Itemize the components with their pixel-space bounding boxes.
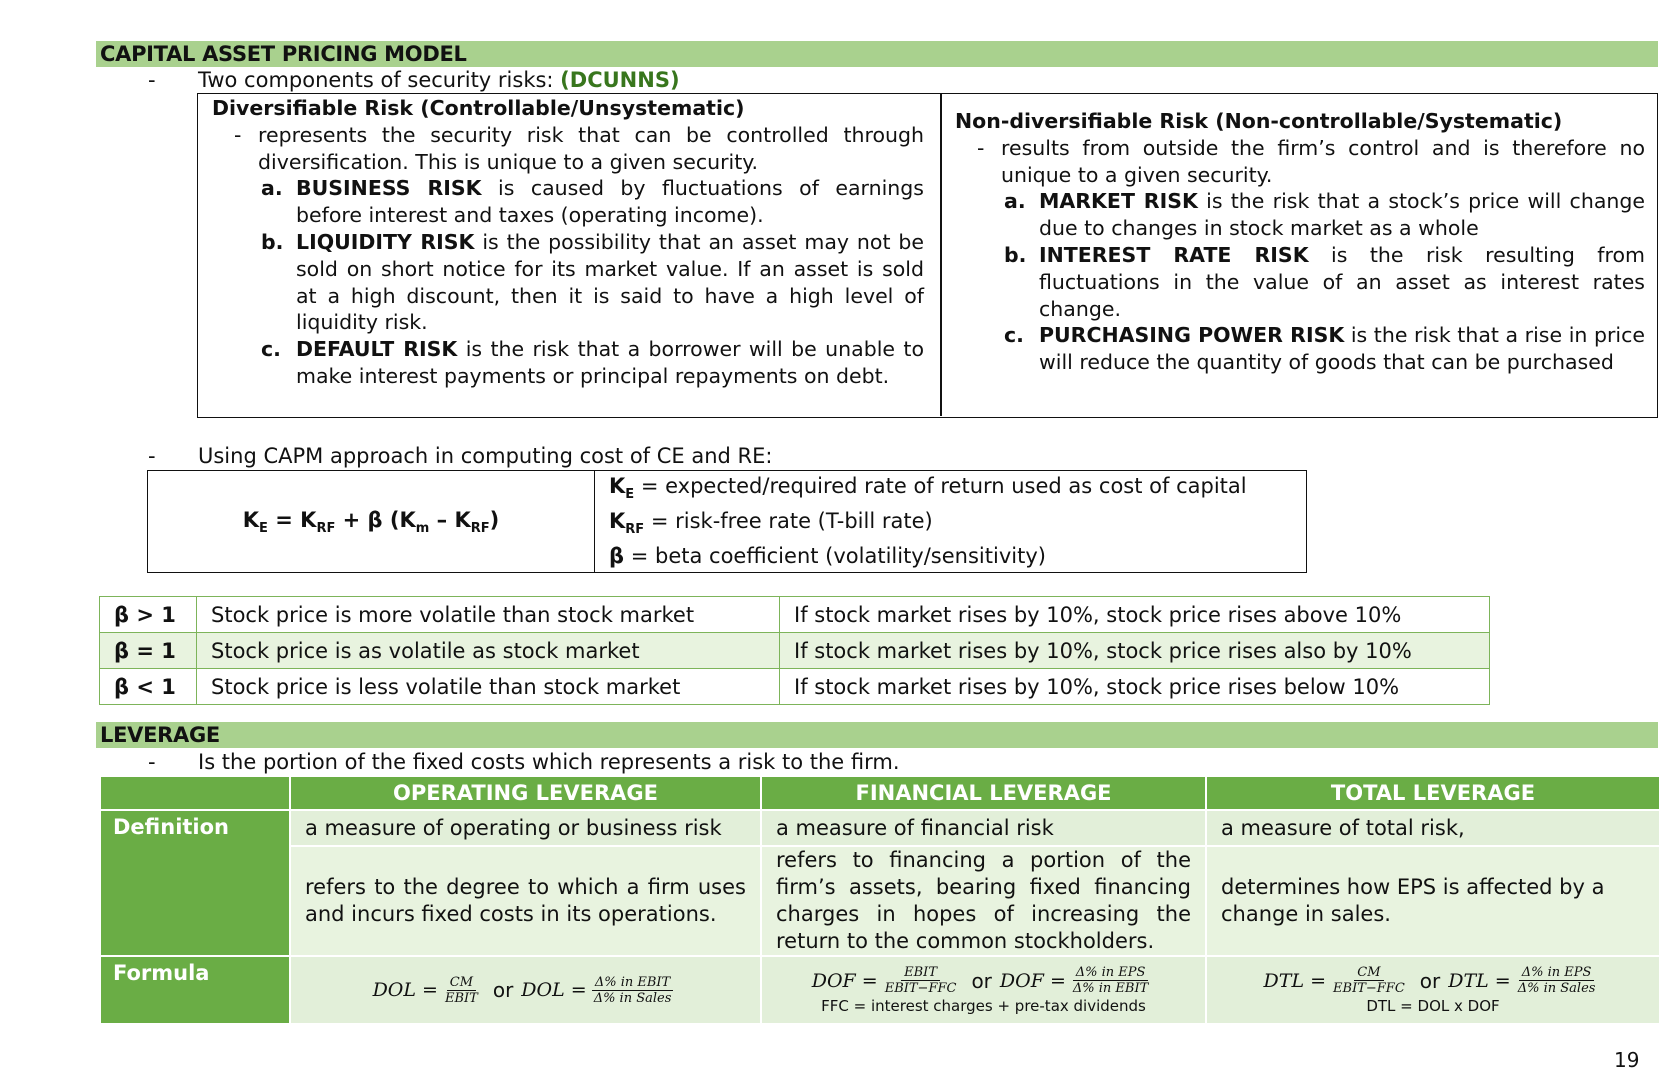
bullet-risk-components xyxy=(198,68,680,92)
formula-name: DOF = xyxy=(999,969,1066,992)
formula-note: DTL = DOL x DOF xyxy=(1366,997,1500,1015)
fraction xyxy=(1070,965,1151,996)
beta-example: If stock market rises by 10%, stock price rises below 10% xyxy=(780,669,1490,705)
item-marker: a. xyxy=(261,176,283,201)
denominator: Δ% in Sales xyxy=(593,990,672,1006)
table-row xyxy=(100,956,1660,1024)
formula-name: DTL = xyxy=(1448,969,1511,992)
def-sub: RF xyxy=(625,522,645,538)
risk-term: PURCHASING POWER RISK xyxy=(1039,323,1345,348)
table-row xyxy=(100,810,1660,846)
table-row xyxy=(100,669,1490,705)
formula-k: K xyxy=(454,507,471,532)
item-marker: c. xyxy=(1004,323,1024,348)
header-total: TOTAL LEVERAGE xyxy=(1206,776,1660,810)
leverage-table xyxy=(99,775,1661,1025)
header-operating: OPERATING LEVERAGE xyxy=(290,776,761,810)
def-symbol: K xyxy=(609,474,626,498)
table-row xyxy=(100,846,1660,956)
formula-dtl xyxy=(1206,956,1660,1024)
def-text: = beta coefficient (volatility/sensitivity) xyxy=(624,544,1046,569)
risk-term: BUSINESS RISK xyxy=(296,176,482,201)
numerator: Δ% in EBIT xyxy=(592,975,673,991)
beta-table xyxy=(99,596,1490,705)
numerator: EBIT xyxy=(901,965,940,981)
risk-item-business xyxy=(261,175,924,229)
bullet-capm-approach: Using CAPM approach in computing cost of CE and RE: xyxy=(198,444,773,468)
item-marker: b. xyxy=(261,229,284,254)
denominator: EBIT xyxy=(444,990,478,1006)
formula-op: = xyxy=(267,507,301,532)
numerator: CM xyxy=(447,975,476,991)
acronym: (DCUNNS) xyxy=(560,68,680,92)
table-header-row xyxy=(100,776,1660,810)
nondiversifiable-risk xyxy=(955,108,1645,376)
formula-op: + β ( xyxy=(335,507,400,532)
risk-term: MARKET RISK xyxy=(1039,189,1198,214)
def-financial: a measure of financial risk xyxy=(761,810,1206,846)
risk-text: is the risk that a borrower will be unable to make interest payments or principal repayments on debt. xyxy=(296,337,925,388)
bullet-dash: - xyxy=(148,750,156,774)
fraction xyxy=(1515,965,1599,996)
beta-condition: β < 1 xyxy=(100,669,197,705)
bullet-text: Two components of security risks: xyxy=(198,68,561,92)
fraction xyxy=(1330,965,1408,996)
beta-description: Stock price is more volatile than stock market xyxy=(197,597,780,633)
risk-types-box xyxy=(197,93,1658,418)
risk-text: is the risk that a rise in price will reduce the quantity of goods that can be purchased xyxy=(1039,323,1645,375)
capm-formula-table xyxy=(147,470,1307,573)
fraction xyxy=(442,975,481,1006)
formula-name: DTL = xyxy=(1263,969,1327,992)
def-text: = risk-free rate (T-bill rate) xyxy=(644,509,933,534)
formula-sub: RF xyxy=(316,520,336,536)
risk-term: LIQUIDITY RISK xyxy=(296,229,475,254)
denominator: Δ% in EBIT xyxy=(1072,981,1149,996)
desc-total: determines how EPS is affected by a change in sales. xyxy=(1206,846,1660,956)
bullet-dash: - xyxy=(148,444,156,468)
or-text: or xyxy=(971,968,992,993)
item-marker: c. xyxy=(261,337,281,362)
risk-text: is caused by fluctuations of earnings before interest and taxes (operating income). xyxy=(296,176,924,228)
nondiversifiable-title: Non-diversifiable Risk (Non-controllable/Systematic) xyxy=(955,109,1563,133)
desc-operating: refers to the degree to which a firm uses and incurs fixed costs in its operations. xyxy=(290,846,761,956)
table-row xyxy=(100,597,1490,633)
formula-k: K xyxy=(399,507,416,532)
risk-term: DEFAULT RISK xyxy=(296,337,458,362)
fraction xyxy=(882,965,960,996)
item-marker: a. xyxy=(1004,189,1026,214)
formula-name: DOL = xyxy=(372,979,438,1001)
risk-item-purchasing-power xyxy=(1004,322,1645,376)
formula-name: DOL = xyxy=(521,979,587,1001)
or-text: or xyxy=(1419,968,1441,993)
formula-dof xyxy=(761,956,1206,1024)
denominator: Δ% in Sales xyxy=(1517,981,1596,996)
beta-description: Stock price is as volatile as stock market xyxy=(197,633,780,669)
risk-text: is the possibility that an asset may not be sold on short notice for its market value. If an asset is sold at a high discount, then it is said to have a high level of liquidity risk. xyxy=(296,229,924,335)
formula-sub: m xyxy=(415,520,430,536)
risk-text: is the risk resulting from fluctuations in the value of an asset as interest rates change. xyxy=(1039,242,1645,321)
numerator: Δ% in EPS xyxy=(1073,965,1149,981)
definition-ke xyxy=(609,473,1292,508)
nondiversifiable-desc: - results from outside the firm’s control and is therefore no unique to a given security. xyxy=(977,135,1645,187)
page-number: 19 xyxy=(1614,1048,1640,1072)
risk-item-market xyxy=(1004,188,1645,242)
formula-k: K xyxy=(242,507,260,532)
def-sub: E xyxy=(625,487,635,503)
denominator: EBIT−FFC xyxy=(884,981,957,996)
diversifiable-title: Diversifiable Risk (Controllable/Unsystematic) xyxy=(212,96,745,120)
formula-sub: RF xyxy=(470,520,490,536)
header-empty xyxy=(100,776,290,810)
formula-op: – xyxy=(429,507,455,532)
section-title-capm: CAPITAL ASSET PRICING MODEL xyxy=(96,41,1658,67)
item-marker: b. xyxy=(1004,242,1027,267)
formula-k: K xyxy=(300,507,317,532)
diversifiable-risk xyxy=(212,95,924,390)
desc-text: represents the security risk that can be controlled through diversification. This is unique to a given security. xyxy=(258,122,924,174)
risk-term: INTEREST RATE RISK xyxy=(1039,242,1309,267)
beta-example: If stock market rises by 10%, stock price rises above 10% xyxy=(780,597,1490,633)
denominator: EBIT−FFC xyxy=(1333,981,1405,996)
risk-text: is the risk that a stock’s price will change due to changes in stock market as a whole xyxy=(1039,189,1646,241)
formula-op: ) xyxy=(489,507,500,532)
capm-formula xyxy=(148,471,595,573)
risk-item-interest-rate xyxy=(1004,242,1645,322)
bullet-leverage: Is the portion of the fixed costs which represents a risk to the firm. xyxy=(198,750,900,774)
desc-financial: refers to financing a portion of the firm’s assets, bearing fixed financing charges in hopes of increasing the return to the common stockholders. xyxy=(761,846,1206,956)
or-text: or xyxy=(492,978,514,1002)
def-symbol: β xyxy=(609,544,625,569)
formula-sub: E xyxy=(259,520,268,536)
def-operating: a measure of operating or business risk xyxy=(290,810,761,846)
risk-box-divider xyxy=(940,94,942,416)
numerator: Δ% in EPS xyxy=(1519,965,1595,981)
beta-condition: β > 1 xyxy=(100,597,197,633)
risk-item-default xyxy=(261,336,924,390)
def-text: = expected/required rate of return used as cost of capital xyxy=(634,474,1247,498)
diversifiable-desc: - represents the security risk that can be controlled through diversification. This is unique to a given security. xyxy=(234,122,924,174)
section-title-leverage: LEVERAGE xyxy=(96,722,1658,748)
desc-text: results from outside the firm’s control and is therefore no unique to a given security. xyxy=(1001,135,1645,187)
capm-definitions xyxy=(595,471,1307,573)
table-row xyxy=(100,633,1490,669)
bullet-dash: - xyxy=(148,68,156,92)
row-label-definition: Definition xyxy=(100,810,290,956)
row-label-formula: Formula xyxy=(100,956,290,1024)
definition-beta xyxy=(609,543,1292,570)
beta-description: Stock price is less volatile than stock market xyxy=(197,669,780,705)
risk-item-liquidity xyxy=(261,229,924,336)
numerator: CM xyxy=(1354,965,1383,981)
definition-krf xyxy=(609,508,1292,543)
def-total: a measure of total risk, xyxy=(1206,810,1660,846)
beta-example: If stock market rises by 10%, stock price rises also by 10% xyxy=(780,633,1490,669)
def-symbol: K xyxy=(609,509,626,534)
formula-name: DOF = xyxy=(811,969,878,992)
formula-note: FFC = interest charges + pre-tax dividends xyxy=(821,997,1146,1015)
fraction xyxy=(591,975,675,1006)
beta-condition: β = 1 xyxy=(100,633,197,669)
header-financial: FINANCIAL LEVERAGE xyxy=(761,776,1206,810)
formula-dol xyxy=(290,956,761,1024)
